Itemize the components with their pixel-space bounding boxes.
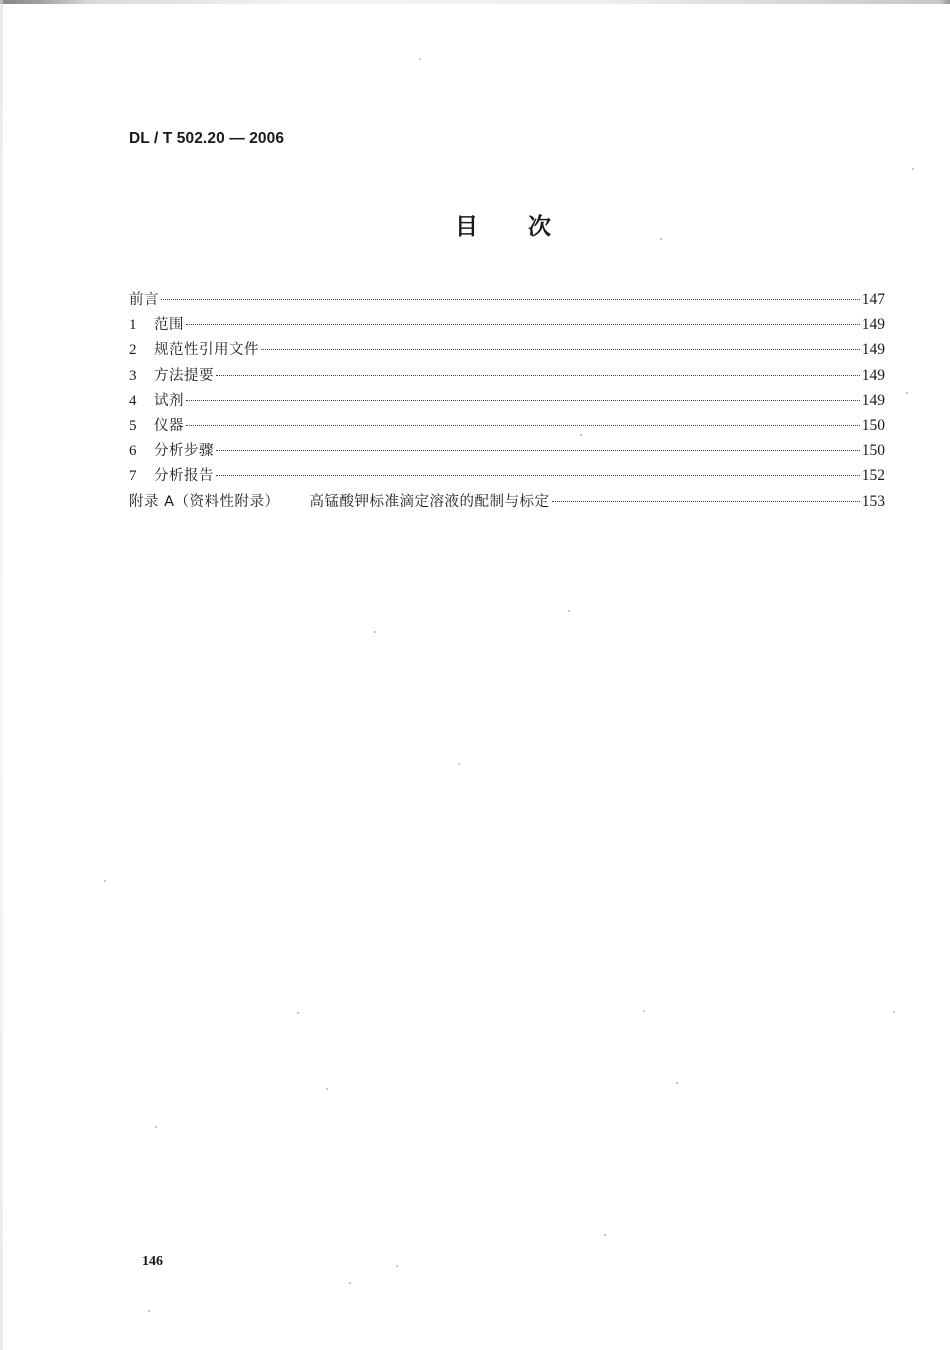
toc-entry-label: 试剂: [154, 392, 184, 409]
toc-entry-number: 6: [129, 443, 137, 460]
scan-speck: [297, 1012, 299, 1014]
scan-speck: [104, 880, 106, 882]
toc-entry-label: 分析步骤: [154, 443, 214, 460]
scan-left-edge: [0, 0, 3, 1350]
leader-dots: [216, 375, 860, 376]
scan-speck: [676, 1082, 678, 1084]
toc-entry-label: 规范性引用文件: [154, 342, 259, 359]
leader-dots: [186, 425, 860, 426]
toc-entry-page: 153: [861, 492, 885, 510]
scan-speck: [660, 238, 662, 240]
scan-speck: [349, 1282, 351, 1284]
scan-speck: [419, 58, 421, 60]
scan-speck: [148, 1310, 150, 1312]
toc-entry-number: 3: [129, 367, 137, 384]
toc-entry-appendix-a[interactable]: [129, 490, 885, 515]
toc-title: [455, 208, 551, 241]
toc-entry-number: 1: [129, 317, 137, 334]
scan-speck: [458, 763, 460, 765]
scan-speck: [604, 1234, 606, 1236]
toc-entry-page: 150: [861, 442, 885, 460]
leader-dots: [261, 349, 860, 350]
toc-entry-3[interactable]: [129, 364, 885, 389]
leader-dots: [216, 475, 860, 476]
scan-speck: [374, 631, 376, 633]
toc-appendix-prefix: 附录 A（资料性附录）: [129, 493, 280, 510]
toc-entry-page: 150: [861, 416, 885, 434]
toc-entry-page: 149: [861, 391, 885, 409]
toc-entry-number: 5: [129, 417, 137, 434]
scan-top-edge: [0, 0, 950, 4]
leader-dots: [186, 324, 860, 325]
toc-entry-page: 147: [861, 291, 885, 308]
scan-speck: [568, 610, 570, 612]
scan-speck: [643, 1010, 645, 1012]
toc-entry-1[interactable]: [129, 313, 885, 338]
scan-speck: [893, 1011, 895, 1013]
toc-entry-5[interactable]: [129, 414, 885, 439]
toc-title-char-1: 目: [455, 214, 478, 240]
toc-entry-label: 前言: [129, 292, 159, 308]
toc-entry-page: 149: [861, 316, 885, 334]
standard-code: DL / T 502.20 — 2006: [129, 130, 285, 147]
leader-dots: [216, 450, 860, 451]
toc-entry-page: 149: [861, 341, 885, 359]
toc-entry-label: 仪器: [154, 417, 184, 434]
page-number: 146: [142, 1254, 163, 1269]
toc-entry-label: 方法提要: [154, 367, 214, 384]
toc-entry-6[interactable]: [129, 439, 885, 464]
scan-speck: [326, 1088, 328, 1090]
toc-entry-label: 分析报告: [154, 468, 214, 485]
scan-speck: [912, 168, 914, 170]
scan-speck: [396, 1265, 398, 1267]
toc-entry-7[interactable]: [129, 464, 885, 489]
toc-entry-label: 高锰酸钾标准滴定溶液的配制与标定: [309, 493, 550, 510]
toc-entry-number: 4: [129, 392, 137, 409]
scan-speck: [580, 434, 582, 436]
toc-entry-number: 2: [129, 342, 137, 359]
leader-dots: [186, 400, 860, 401]
toc-title-char-2: 次: [528, 214, 551, 240]
scan-speck: [906, 392, 908, 394]
scan-speck: [155, 1126, 157, 1128]
toc-entry-number: 7: [129, 468, 137, 485]
toc-entry-page: 152: [861, 467, 885, 485]
toc-entry-4[interactable]: [129, 389, 885, 414]
leader-dots: [161, 299, 860, 300]
toc-entry-foreword[interactable]: [129, 288, 885, 313]
toc-entry-page: 149: [861, 366, 885, 384]
toc-entry-label: 范围: [154, 317, 184, 334]
toc-list: [129, 288, 885, 515]
toc-entry-2[interactable]: [129, 338, 885, 363]
leader-dots: [552, 501, 860, 502]
